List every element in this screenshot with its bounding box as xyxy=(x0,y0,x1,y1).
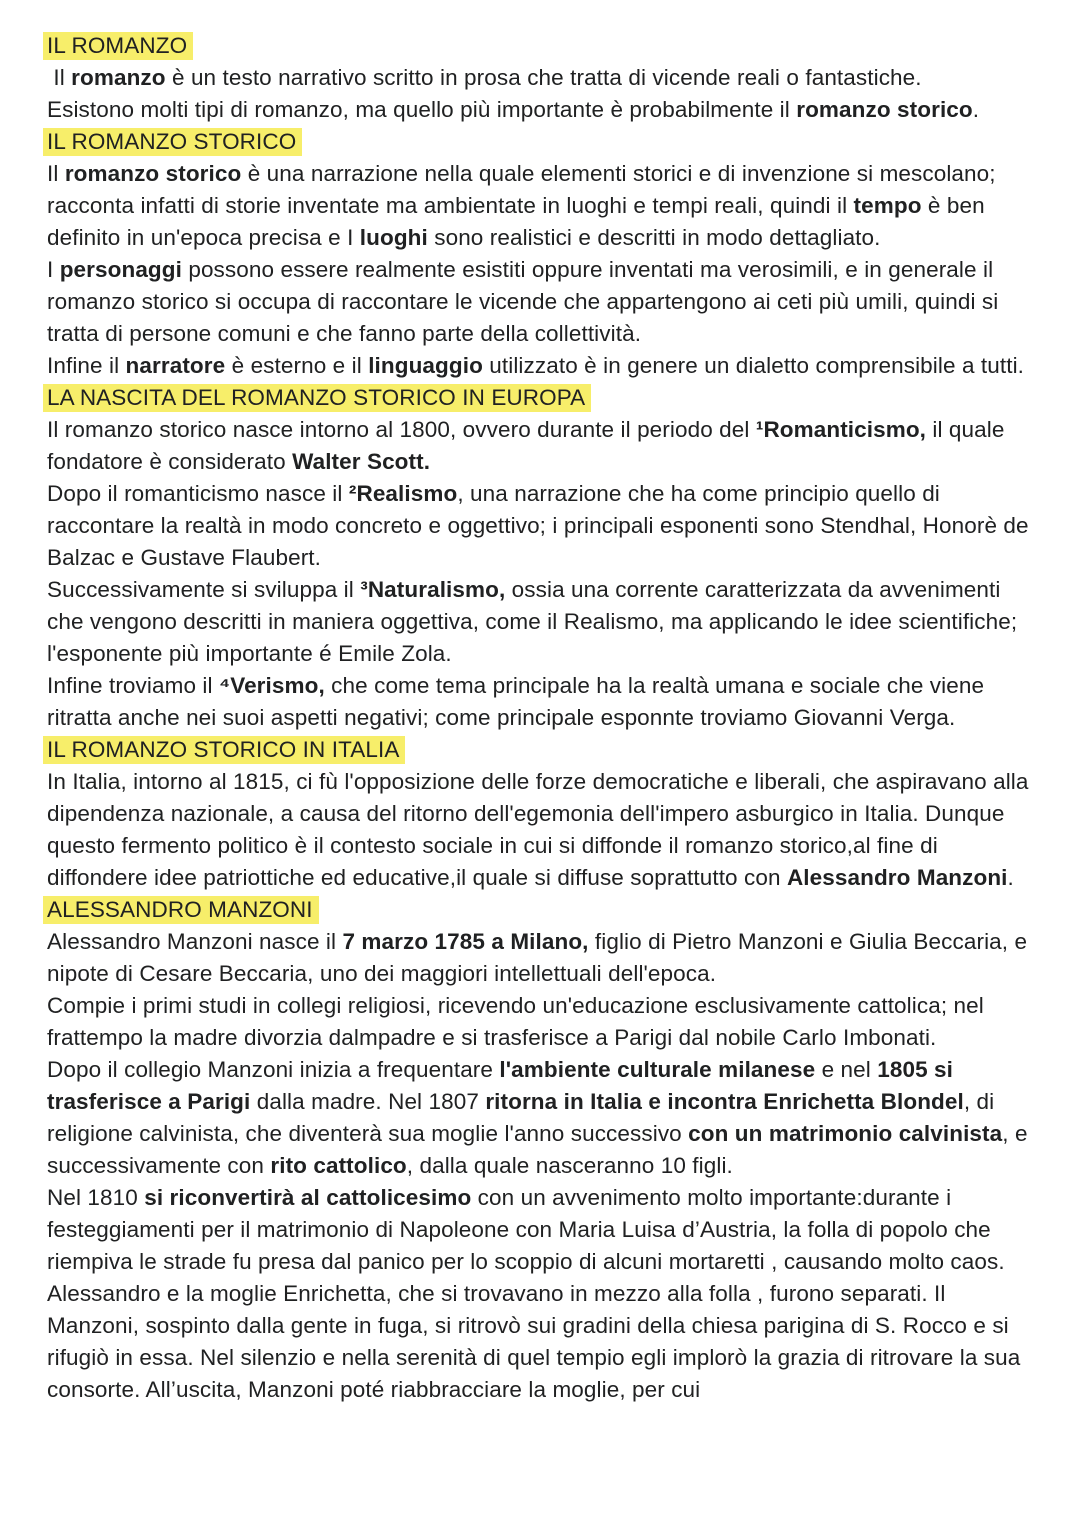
bold-text-run: 7 marzo 1785 a Milano, xyxy=(342,929,589,954)
paragraph xyxy=(47,766,1036,894)
bold-text-run: ⁴Verismo, xyxy=(218,673,325,698)
paragraph xyxy=(47,478,1036,574)
text-run: e nel xyxy=(815,1057,878,1082)
bold-text-run: romanzo xyxy=(71,65,166,90)
text-run: IL ROMANZO STORICO IN ITALIA xyxy=(47,737,400,762)
text-run: Il romanzo storico nasce intorno al 1800, ovvero durante il periodo del xyxy=(47,417,756,442)
bold-text-run: ¹Romanticismo, xyxy=(755,417,927,442)
heading-highlight xyxy=(43,384,591,412)
text-run: IL ROMANZO STORICO xyxy=(47,129,297,154)
text-run: LA NASCITA DEL ROMANZO STORICO IN EUROPA xyxy=(47,385,586,410)
heading-highlight xyxy=(43,896,319,924)
paragraph xyxy=(47,670,1036,734)
text-run: il quale fondatore è considerato xyxy=(47,417,1005,474)
section-heading xyxy=(47,30,1036,62)
text-run: dalla madre. Nel 1807 xyxy=(250,1089,486,1114)
section-heading xyxy=(47,894,1036,926)
paragraph xyxy=(47,926,1036,990)
bold-text-run: linguaggio xyxy=(368,353,483,378)
text-run: è ben definito in un'epoca precisa e I xyxy=(47,193,985,250)
text-run: Successivamente si sviluppa il xyxy=(47,577,361,602)
paragraph xyxy=(47,1182,1036,1406)
bold-text-run: ritorna in Italia e incontra Enrichetta Blondel xyxy=(485,1089,964,1114)
text-run: Infine troviamo il xyxy=(47,673,219,698)
paragraph xyxy=(47,414,1036,478)
text-run: figlio di Pietro Manzoni e Giulia Beccaria, e nipote di Cesare Beccaria, uno dei maggiori intellettuali dell'epoca. xyxy=(47,929,1028,986)
bold-text-run: con un matrimonio calvinista xyxy=(688,1121,1003,1146)
text-run: . xyxy=(972,97,980,122)
text-run: sono realistici e descritti in modo dettagliato. xyxy=(427,225,881,250)
paragraph xyxy=(47,94,1036,126)
text-run: Dopo il collegio Manzoni inizia a frequentare xyxy=(47,1057,500,1082)
text-run: possono essere realmente esistiti oppure inventati ma verosimili, e in generale il romanzo storico si occupa di raccontare le vicende che appartengono ai ceti più umili, quindi si tratta di persone comuni e che fanno parte della collettività. xyxy=(47,257,999,346)
bold-text-run: Walter Scott. xyxy=(292,449,431,474)
text-run: è un testo narrativo scritto in prosa che tratta di vicende reali o fantastiche. xyxy=(165,65,922,90)
bold-text-run: rito cattolico xyxy=(270,1153,407,1178)
text-run: , una narrazione che ha come principio quello di raccontare la realtà in modo concreto e oggettivo; i principali esponenti sono Stendhal, Honorè de Balzac e Gustave Flaubert. xyxy=(47,481,1029,570)
bold-text-run: luoghi xyxy=(359,225,428,250)
paragraph xyxy=(47,158,1036,254)
text-run: IL ROMANZO xyxy=(47,33,188,58)
text-run: è una narrazione nella quale elementi storici e di invenzione si mescolano; racconta infatti di storie inventate ma ambientate in luoghi e tempi reali, quindi il xyxy=(47,161,996,218)
paragraph xyxy=(47,62,1036,94)
bold-text-run: narratore xyxy=(125,353,226,378)
section-heading xyxy=(47,126,1036,158)
text-run: Nel 1810 xyxy=(47,1185,145,1210)
text-run: I xyxy=(47,257,60,282)
text-run: , dalla quale nasceranno 10 figli. xyxy=(406,1153,733,1178)
paragraph xyxy=(47,254,1036,350)
section-heading xyxy=(47,382,1036,414)
text-run: utilizzato è in genere un dialetto comprensibile a tutti. xyxy=(482,353,1025,378)
text-run: con un avvenimento molto importante:durante i festeggiamenti per il matrimonio di Napoleone con Maria Luisa d’Austria, la folla di popolo che riempiva le strade fu presa dal panico per lo scoppio di alcuni mortaretti , causando molto caos. Alessandro e la moglie Enrichetta, che si trovavano in mezzo alla folla , furono separati. Il Manzoni, sospinto dalla gente in fuga, si ritrovò sui gradini della chiesa parigina di S. Rocco e si rifugiò in essa. Nel silenzio e nella serenità di quel tempio egli implorò la grazia di ritrovare la sua consorte. All’uscita, Manzoni poté riabbracciare la moglie, per cui xyxy=(47,1185,1021,1402)
text-run: Infine il xyxy=(47,353,126,378)
text-run: Compie i primi studi in collegi religiosi, ricevendo un'educazione esclusivamente cattolica; nel frattempo la madre divorzia dalmpadre e si trasferisce a Parigi dal nobile Carlo Imbonati. xyxy=(47,993,984,1050)
text-run: Alessandro Manzoni nasce il xyxy=(47,929,343,954)
text-run: , e successivamente con xyxy=(47,1121,1028,1178)
bold-text-run: romanzo storico xyxy=(64,161,242,186)
heading-highlight xyxy=(43,128,302,156)
paragraph xyxy=(47,574,1036,670)
text-run: Il xyxy=(47,161,65,186)
text-run: Esistono molti tipi di romanzo, ma quello più importante è probabilmente il xyxy=(47,97,797,122)
bold-text-run: personaggi xyxy=(59,257,182,282)
text-run: ALESSANDRO MANZONI xyxy=(47,897,313,922)
bold-text-run: 1805 si trasferisce a Parigi xyxy=(47,1057,954,1114)
bold-text-run: romanzo storico xyxy=(796,97,973,122)
heading-highlight xyxy=(43,32,193,60)
paragraph xyxy=(47,350,1036,382)
text-run: che come tema principale ha la realtà umana e sociale che viene ritratta anche nei suoi aspetti negativi; come principale esponnte troviamo Giovanni Verga. xyxy=(47,673,985,730)
paragraph xyxy=(47,990,1036,1054)
bold-text-run: ²Realismo xyxy=(348,481,458,506)
heading-highlight xyxy=(43,736,405,764)
text-run: In Italia, intorno al 1815, ci fù l'opposizione delle forze democratiche e liberali, che aspiravano alla dipendenza nazionale, a causa del ritorno dell'egemonia dell'impero asburgico in Italia. Dunque questo fermento politico è il contesto sociale in cui si diffonde il romanzo storico,al fine di diffondere idee patriottiche ed educative,il quale si diffuse soprattutto con xyxy=(47,769,1029,890)
paragraph xyxy=(47,1054,1036,1182)
bold-text-run: tempo xyxy=(853,193,922,218)
text-run: Il xyxy=(47,65,72,90)
text-run: è esterno e il xyxy=(225,353,369,378)
text-run: Dopo il romanticismo nasce il xyxy=(47,481,349,506)
section-heading xyxy=(47,734,1036,766)
bold-text-run: si riconvertirà al cattolicesimo xyxy=(144,1185,472,1210)
bold-text-run: l'ambiente culturale milanese xyxy=(499,1057,816,1082)
text-run: ossia una corrente caratterizzata da avvenimenti che vengono descritti in maniera oggettiva, come il Realismo, ma applicando le idee scientifiche; l'esponente più importante é Emile Zola. xyxy=(47,577,1018,666)
document-body xyxy=(47,30,1036,1406)
text-run: , di religione calvinista, che diventerà sua moglie l'anno successivo xyxy=(47,1089,995,1146)
bold-text-run: Alessandro Manzoni xyxy=(786,865,1008,890)
text-run: . xyxy=(1007,865,1014,890)
bold-text-run: ³Naturalismo, xyxy=(360,577,506,602)
